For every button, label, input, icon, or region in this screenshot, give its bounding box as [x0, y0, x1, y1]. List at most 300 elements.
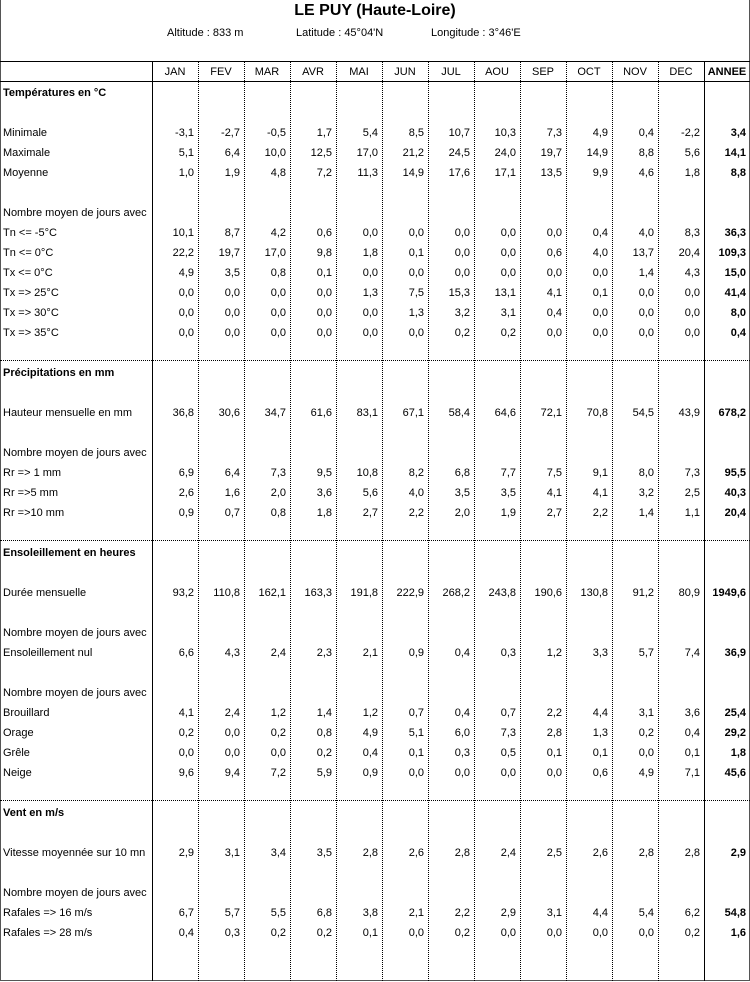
table-cell: 0,9 — [178, 507, 194, 519]
table-cell: 17,0 — [356, 147, 378, 159]
group-caption: Nombre moyen de jours avec — [3, 207, 147, 219]
table-cell: 0,0 — [362, 307, 378, 319]
table-cell: 5,7 — [224, 907, 240, 919]
table-cell: 3,5 — [454, 487, 470, 499]
table-cell: 222,9 — [396, 587, 424, 599]
table-cell: 0,7 — [408, 707, 424, 719]
table-cell: 3,5 — [224, 267, 240, 279]
table-cell: 4,4 — [592, 707, 608, 719]
table-cell: 0,0 — [684, 327, 700, 339]
table-cell: 5,1 — [178, 147, 194, 159]
table-cell: 67,1 — [402, 407, 424, 419]
table-cell: 14,9 — [402, 167, 424, 179]
table-cell: 54,5 — [632, 407, 654, 419]
column-divider — [428, 61, 429, 981]
table-cell: 0,1 — [316, 267, 332, 279]
annual-cell: 25,4 — [724, 707, 746, 719]
table-cell: 191,8 — [350, 587, 378, 599]
section-title: Précipitations en mm — [3, 367, 115, 379]
table-cell: 6,4 — [224, 147, 240, 159]
table-cell: 0,2 — [684, 927, 700, 939]
table-cell: 5,7 — [638, 647, 654, 659]
table-cell: 0,0 — [454, 247, 470, 259]
table-cell: 58,4 — [448, 407, 470, 419]
row-label: Maximale — [3, 147, 51, 159]
section-title: Températures en °C — [3, 87, 107, 99]
table-cell: -2,7 — [221, 127, 240, 139]
table-cell: 1,3 — [592, 727, 608, 739]
table-cell: 0,0 — [408, 227, 424, 239]
table-cell: 0,0 — [592, 307, 608, 319]
annual-cell: 36,3 — [724, 227, 746, 239]
table-cell: 2,2 — [592, 507, 608, 519]
table-cell: 7,1 — [684, 767, 700, 779]
row-label: Durée mensuelle — [3, 587, 87, 599]
table-cell: 0,0 — [408, 267, 424, 279]
table-cell: 61,6 — [310, 407, 332, 419]
annual-cell: 109,3 — [718, 247, 746, 259]
table-cell: -0,5 — [267, 127, 286, 139]
table-cell: 13,7 — [632, 247, 654, 259]
table-cell: 0,1 — [408, 747, 424, 759]
table-cell: 3,2 — [638, 487, 654, 499]
table-cell: 0,0 — [500, 227, 516, 239]
table-cell: 0,0 — [408, 767, 424, 779]
altitude-text: Altitude : 833 m — [167, 27, 244, 39]
table-cell: 0,7 — [500, 707, 516, 719]
table-cell: 0,5 — [500, 747, 516, 759]
table-cell: 4,9 — [178, 267, 194, 279]
table-cell: 5,4 — [362, 127, 378, 139]
column-divider — [198, 61, 199, 981]
table-cell: 0,1 — [592, 747, 608, 759]
column-divider — [336, 61, 337, 981]
table-cell: 0,0 — [270, 307, 286, 319]
annual-cell: 3,4 — [730, 127, 746, 139]
month-header-oct: OCT — [577, 66, 601, 78]
table-cell: 4,1 — [546, 487, 562, 499]
table-cell: 0,0 — [270, 327, 286, 339]
table-cell: 2,1 — [408, 907, 424, 919]
table-cell: 0,0 — [546, 767, 562, 779]
table-cell: 6,8 — [454, 467, 470, 479]
table-cell: 11,3 — [357, 167, 378, 179]
table-cell: -3,1 — [175, 127, 194, 139]
table-cell: 4,4 — [592, 907, 608, 919]
row-label: Tn <= -5°C — [3, 227, 57, 239]
month-header-aou: AOU — [485, 66, 509, 78]
table-cell: 0,2 — [178, 727, 194, 739]
table-cell: 2,8 — [684, 847, 700, 859]
table-cell: 0,8 — [316, 727, 332, 739]
table-cell: 5,6 — [362, 487, 378, 499]
table-cell: 0,0 — [316, 287, 332, 299]
table-cell: 93,2 — [172, 587, 194, 599]
table-cell: 4,8 — [270, 167, 286, 179]
table-cell: 4,6 — [638, 167, 654, 179]
row-label: Grêle — [3, 747, 30, 759]
column-divider — [474, 61, 475, 981]
table-cell: 0,4 — [684, 727, 700, 739]
table-cell: 3,8 — [362, 907, 378, 919]
table-cell: 1,8 — [316, 507, 332, 519]
table-cell: 9,9 — [592, 167, 608, 179]
table-cell: 0,0 — [224, 727, 240, 739]
section-divider — [0, 360, 750, 361]
table-cell: 7,4 — [684, 647, 700, 659]
table-cell: 0,0 — [500, 767, 516, 779]
table-cell: 0,0 — [362, 227, 378, 239]
table-cell: 5,5 — [270, 907, 286, 919]
annual-cell: 1,6 — [730, 927, 746, 939]
table-cell: -2,2 — [681, 127, 700, 139]
table-cell: 91,2 — [632, 587, 654, 599]
column-divider — [566, 61, 567, 981]
table-cell: 0,3 — [454, 747, 470, 759]
table-cell: 30,6 — [218, 407, 240, 419]
table-cell: 34,7 — [264, 407, 286, 419]
row-label: Hauteur mensuelle en mm — [3, 407, 133, 419]
header-bottom-line — [0, 81, 750, 82]
table-cell: 4,2 — [270, 227, 286, 239]
table-cell: 1,4 — [638, 507, 654, 519]
table-cell: 8,7 — [224, 227, 240, 239]
table-cell: 2,1 — [362, 647, 378, 659]
table-cell: 1,2 — [270, 707, 286, 719]
table-cell: 0,4 — [362, 747, 378, 759]
table-cell: 7,7 — [500, 467, 516, 479]
annual-cell: 95,5 — [724, 467, 746, 479]
table-cell: 0,2 — [454, 927, 470, 939]
table-cell: 21,2 — [402, 147, 424, 159]
table-cell: 0,3 — [500, 647, 516, 659]
table-cell: 1,4 — [638, 267, 654, 279]
table-cell: 1,1 — [684, 507, 700, 519]
table-cell: 6,7 — [178, 907, 194, 919]
month-header-fev: FEV — [210, 66, 232, 78]
table-cell: 1,4 — [316, 707, 332, 719]
column-divider — [244, 61, 245, 981]
row-label: Neige — [3, 767, 32, 779]
table-cell: 83,1 — [356, 407, 378, 419]
annual-cell: 40,3 — [724, 487, 746, 499]
group-caption: Nombre moyen de jours avec — [3, 687, 147, 699]
table-cell: 17,1 — [494, 167, 516, 179]
row-label: Rr =>10 mm — [3, 507, 65, 519]
table-cell: 0,0 — [270, 287, 286, 299]
annual-cell: 54,8 — [724, 907, 746, 919]
table-cell: 0,0 — [638, 927, 654, 939]
table-cell: 6,4 — [224, 467, 240, 479]
table-cell: 4,9 — [638, 767, 654, 779]
table-cell: 0,0 — [546, 927, 562, 939]
table-cell: 0,0 — [638, 307, 654, 319]
row-label: Orage — [3, 727, 34, 739]
table-cell: 0,0 — [224, 307, 240, 319]
table-cell: 110,8 — [213, 587, 240, 599]
table-cell: 163,3 — [304, 587, 332, 599]
column-divider — [612, 61, 613, 981]
table-cell: 3,2 — [454, 307, 470, 319]
table-cell: 4,1 — [178, 707, 194, 719]
table-cell: 0,0 — [316, 327, 332, 339]
table-cell: 130,8 — [580, 587, 608, 599]
table-cell: 3,1 — [224, 847, 240, 859]
table-cell: 0,0 — [178, 747, 194, 759]
table-cell: 0,0 — [684, 307, 700, 319]
table-cell: 0,0 — [408, 927, 424, 939]
table-cell: 2,8 — [362, 847, 378, 859]
table-cell: 19,7 — [218, 247, 240, 259]
table-cell: 0,6 — [592, 767, 608, 779]
table-cell: 2,9 — [178, 847, 194, 859]
table-cell: 0,0 — [638, 287, 654, 299]
annual-cell: 36,9 — [724, 647, 746, 659]
column-divider — [290, 61, 291, 981]
table-cell: 0,0 — [178, 327, 194, 339]
section-title: Vent en m/s — [3, 807, 65, 819]
table-cell: 2,6 — [408, 847, 424, 859]
table-cell: 0,2 — [638, 727, 654, 739]
table-cell: 72,1 — [540, 407, 562, 419]
table-cell: 0,2 — [316, 927, 332, 939]
table-cell: 0,6 — [316, 227, 332, 239]
table-cell: 0,0 — [546, 327, 562, 339]
table-cell: 5,4 — [638, 907, 654, 919]
table-cell: 1,9 — [224, 167, 240, 179]
table-cell: 17,0 — [264, 247, 286, 259]
month-header-nov: NOV — [623, 66, 647, 78]
month-header-mai: MAI — [349, 66, 369, 78]
table-cell: 0,0 — [454, 267, 470, 279]
table-cell: 9,5 — [316, 467, 332, 479]
row-label: Tx => 30°C — [3, 307, 59, 319]
table-cell: 2,2 — [408, 507, 424, 519]
table-cell: 3,6 — [316, 487, 332, 499]
table-cell: 1,3 — [408, 307, 424, 319]
table-cell: 4,3 — [684, 267, 700, 279]
table-cell: 0,0 — [316, 307, 332, 319]
table-cell: 0,0 — [592, 927, 608, 939]
group-caption: Nombre moyen de jours avec — [3, 447, 147, 459]
annual-cell: 45,6 — [724, 767, 746, 779]
table-cell: 3,6 — [684, 707, 700, 719]
page-title: LE PUY (Haute-Loire) — [294, 2, 456, 19]
row-label: Tn <= 0°C — [3, 247, 54, 259]
row-label: Rr =>5 mm — [3, 487, 59, 499]
table-cell: 10,7 — [448, 127, 470, 139]
section-title: Ensoleillement en heures — [3, 547, 136, 559]
row-label: Rr => 1 mm — [3, 467, 62, 479]
table-cell: 0,0 — [638, 327, 654, 339]
table-cell: 15,3 — [448, 287, 470, 299]
table-cell: 0,2 — [316, 747, 332, 759]
table-cell: 0,0 — [454, 767, 470, 779]
table-cell: 1,2 — [546, 647, 562, 659]
table-cell: 3,1 — [546, 907, 562, 919]
table-cell: 14,9 — [586, 147, 608, 159]
table-cell: 0,4 — [546, 307, 562, 319]
latitude-text: Latitude : 45°04'N — [296, 27, 384, 39]
table-cell: 0,0 — [362, 267, 378, 279]
table-cell: 4,1 — [546, 287, 562, 299]
row-label: Tx => 25°C — [3, 287, 59, 299]
header-top-line — [0, 61, 750, 62]
table-cell: 24,5 — [448, 147, 470, 159]
table-cell: 1,8 — [684, 167, 700, 179]
table-cell: 0,0 — [178, 287, 194, 299]
table-cell: 22,2 — [172, 247, 194, 259]
table-cell: 19,7 — [540, 147, 562, 159]
table-cell: 0,0 — [408, 327, 424, 339]
table-cell: 6,2 — [684, 907, 700, 919]
month-header-sep: SEP — [531, 66, 554, 78]
table-cell: 2,7 — [362, 507, 378, 519]
table-cell: 6,6 — [178, 647, 194, 659]
table-cell: 1,8 — [362, 247, 378, 259]
table-cell: 0,4 — [454, 707, 470, 719]
annual-cell: 8,8 — [730, 167, 746, 179]
table-cell: 0,0 — [684, 287, 700, 299]
row-label: Vitesse moyennée sur 10 mn — [3, 847, 146, 859]
table-cell: 2,2 — [546, 707, 562, 719]
table-cell: 7,3 — [684, 467, 700, 479]
table-cell: 7,5 — [546, 467, 562, 479]
table-cell: 4,3 — [224, 647, 240, 659]
table-cell: 7,2 — [270, 767, 286, 779]
table-cell: 8,5 — [408, 127, 424, 139]
row-label: Minimale — [3, 127, 48, 139]
table-cell: 5,6 — [684, 147, 700, 159]
table-cell: 0,8 — [270, 267, 286, 279]
annual-cell: 41,4 — [724, 287, 746, 299]
table-cell: 4,0 — [638, 227, 654, 239]
table-cell: 3,1 — [638, 707, 654, 719]
longitude-text: Longitude : 3°46'E — [431, 27, 521, 39]
table-cell: 0,8 — [270, 507, 286, 519]
table-cell: 20,4 — [678, 247, 700, 259]
table-cell: 2,8 — [546, 727, 562, 739]
table-cell: 1,7 — [316, 127, 332, 139]
table-cell: 9,6 — [178, 767, 194, 779]
table-cell: 17,6 — [448, 167, 470, 179]
annual-cell: 2,9 — [730, 847, 746, 859]
table-cell: 5,1 — [408, 727, 424, 739]
table-cell: 0,0 — [592, 267, 608, 279]
table-cell: 3,3 — [592, 647, 608, 659]
row-label: Tx => 35°C — [3, 327, 59, 339]
table-cell: 2,6 — [178, 487, 194, 499]
group-caption: Nombre moyen de jours avec — [3, 887, 147, 899]
column-divider — [382, 61, 383, 981]
table-cell: 162,1 — [258, 587, 286, 599]
annual-cell: 20,4 — [724, 507, 746, 519]
table-cell: 2,4 — [270, 647, 286, 659]
table-cell: 0,4 — [178, 927, 194, 939]
table-cell: 13,5 — [540, 167, 562, 179]
table-cell: 4,1 — [592, 487, 608, 499]
table-cell: 6,0 — [454, 727, 470, 739]
table-cell: 0,1 — [592, 287, 608, 299]
table-cell: 9,4 — [224, 767, 240, 779]
table-cell: 0,6 — [546, 247, 562, 259]
table-cell: 2,0 — [270, 487, 286, 499]
table-cell: 0,0 — [546, 267, 562, 279]
annual-cell: 14,1 — [724, 147, 746, 159]
table-cell: 13,1 — [494, 287, 516, 299]
table-cell: 2,0 — [454, 507, 470, 519]
annual-cell: 0,4 — [730, 327, 746, 339]
table-cell: 3,4 — [270, 847, 286, 859]
table-cell: 2,5 — [546, 847, 562, 859]
row-label: Moyenne — [3, 167, 49, 179]
table-cell: 4,9 — [592, 127, 608, 139]
table-cell: 2,8 — [638, 847, 654, 859]
table-cell: 0,7 — [224, 507, 240, 519]
table-cell: 9,1 — [592, 467, 608, 479]
annual-cell: 1,8 — [730, 747, 746, 759]
table-cell: 0,9 — [408, 647, 424, 659]
table-cell: 2,2 — [454, 907, 470, 919]
table-cell: 12,5 — [310, 147, 332, 159]
table-cell: 24,0 — [494, 147, 516, 159]
table-cell: 0,0 — [224, 747, 240, 759]
month-header-jul: JUL — [441, 66, 461, 78]
table-cell: 4,9 — [362, 727, 378, 739]
table-cell: 0,2 — [270, 727, 286, 739]
table-cell: 190,6 — [534, 587, 562, 599]
table-cell: 0,0 — [362, 327, 378, 339]
table-cell: 268,2 — [442, 587, 470, 599]
column-divider — [520, 61, 521, 981]
table-cell: 2,8 — [454, 847, 470, 859]
table-cell: 7,3 — [546, 127, 562, 139]
table-cell: 8,0 — [638, 467, 654, 479]
annual-cell: 15,0 — [724, 267, 746, 279]
table-cell: 2,3 — [316, 647, 332, 659]
table-cell: 1,6 — [224, 487, 240, 499]
row-label: Brouillard — [3, 707, 50, 719]
table-cell: 243,8 — [488, 587, 516, 599]
table-cell: 0,1 — [362, 927, 378, 939]
table-cell: 0,0 — [546, 227, 562, 239]
table-cell: 64,6 — [494, 407, 516, 419]
table-cell: 7,3 — [270, 467, 286, 479]
table-cell: 7,5 — [408, 287, 424, 299]
table-cell: 70,8 — [586, 407, 608, 419]
annual-header: ANNEE — [707, 66, 747, 78]
table-cell: 1,3 — [362, 287, 378, 299]
table-cell: 10,3 — [494, 127, 516, 139]
table-cell: 3,5 — [316, 847, 332, 859]
group-caption: Nombre moyen de jours avec — [3, 627, 147, 639]
table-cell: 7,3 — [500, 727, 516, 739]
table-cell: 0,0 — [500, 927, 516, 939]
table-cell: 0,0 — [454, 227, 470, 239]
month-header-avr: AVR — [302, 66, 324, 78]
annual-cell: 1949,6 — [712, 587, 746, 599]
section-divider — [0, 540, 750, 541]
section-divider — [0, 800, 750, 801]
table-cell: 6,8 — [316, 907, 332, 919]
table-cell: 0,2 — [500, 327, 516, 339]
table-cell: 0,3 — [224, 927, 240, 939]
table-cell: 2,4 — [500, 847, 516, 859]
table-cell: 0,0 — [224, 287, 240, 299]
annual-cell: 8,0 — [730, 307, 746, 319]
table-cell: 0,1 — [684, 747, 700, 759]
table-cell: 10,1 — [172, 227, 194, 239]
